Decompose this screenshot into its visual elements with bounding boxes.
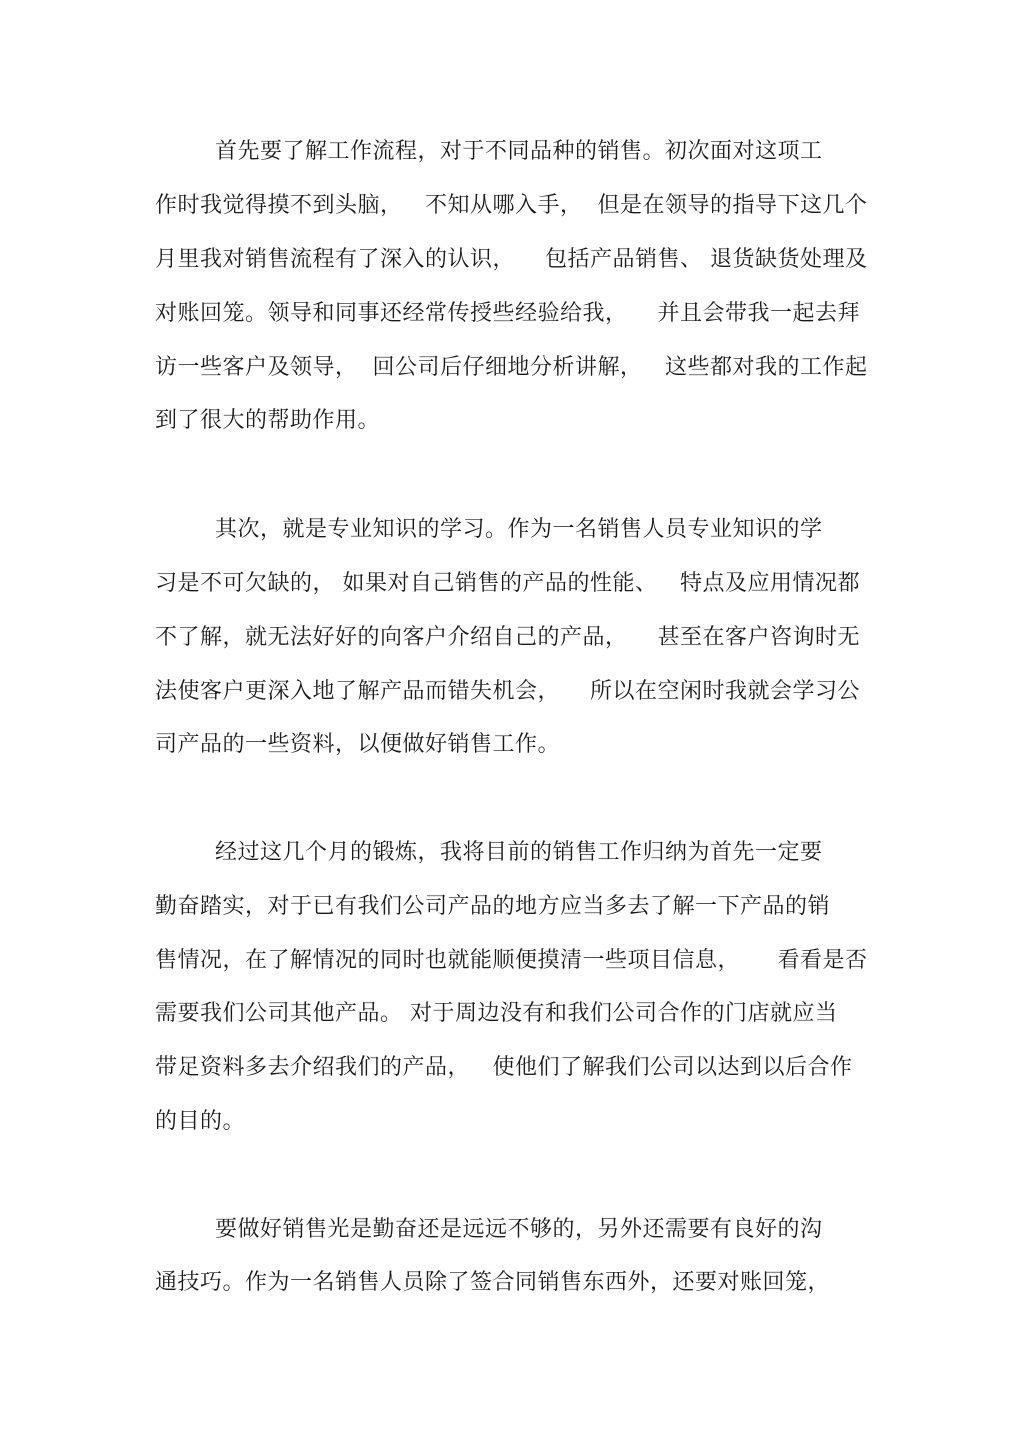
paragraph-3-line-5: 带足资料多去介绍我们的产品， 使他们了解我们公司以达到以后合作 [155,1055,853,1080]
paragraph-4-line-2: 通技巧。作为一名销售人员除了签合同销售东西外，还要对账回笼， [155,1270,831,1295]
paragraph-4-line-1: 要做好销售光是勤奋还是远远不够的，另外还需要有良好的沟 [215,1217,823,1242]
paragraph-1-line-3: 月里我对销售流程有了深入的认识， 包括产品销售、 退货缺货处理及 [155,247,868,272]
paragraph-3-line-1: 经过这几个月的锻炼，我将目前的销售工作归纳为首先一定要 [215,840,823,865]
paragraph-1-line-1: 首先要了解工作流程，对于不同品种的销售。初次面对这项工 [215,139,823,164]
paragraph-1-line-2: 作时我觉得摸不到头脑， 不知从哪入手， 但是在领导的指导下这几个 [155,193,868,218]
paragraph-2-line-3: 不了解，就无法好好的向客户介绍自己的产品， 甚至在客户咨询时无 [155,625,860,650]
paragraph-3-line-4: 需要我们公司其他产品。 对于周边没有和我们公司合作的门店就应当 [155,1001,838,1026]
paragraph-1-line-5: 访一些客户及领导， 回公司后仔细地分析讲解， 这些都对我的工作起 [155,355,868,380]
paragraph-2-line-4: 法使客户更深入地了解产品而错失机会， 所以在空闲时我就会学习公 [155,679,860,704]
paragraph-2-line-1: 其次，就是专业知识的学习。作为一名销售人员专业知识的学 [215,517,823,542]
paragraph-3-line-6: 的目的。 [155,1109,246,1134]
paragraph-3-line-2: 勤奋踏实，对于已有我们公司产品的地方应当多去了解一下产品的销 [155,894,831,919]
paragraph-2-line-2: 习是不可欠缺的， 如果对自己销售的产品的性能、 特点及应用情况都 [155,571,860,596]
paragraph-2-line-5: 司产品的一些资料，以便做好销售工作。 [155,732,561,757]
paragraph-1-line-4: 对账回笼。领导和同事还经常传授些经验给我， 并且会带我一起去拜 [155,301,860,326]
paragraph-1-line-6: 到了很大的帮助作用。 [155,408,381,433]
paragraph-3-line-3: 售情况，在了解情况的同时也就能顺便摸清一些项目信息， 看看是否 [155,948,868,973]
